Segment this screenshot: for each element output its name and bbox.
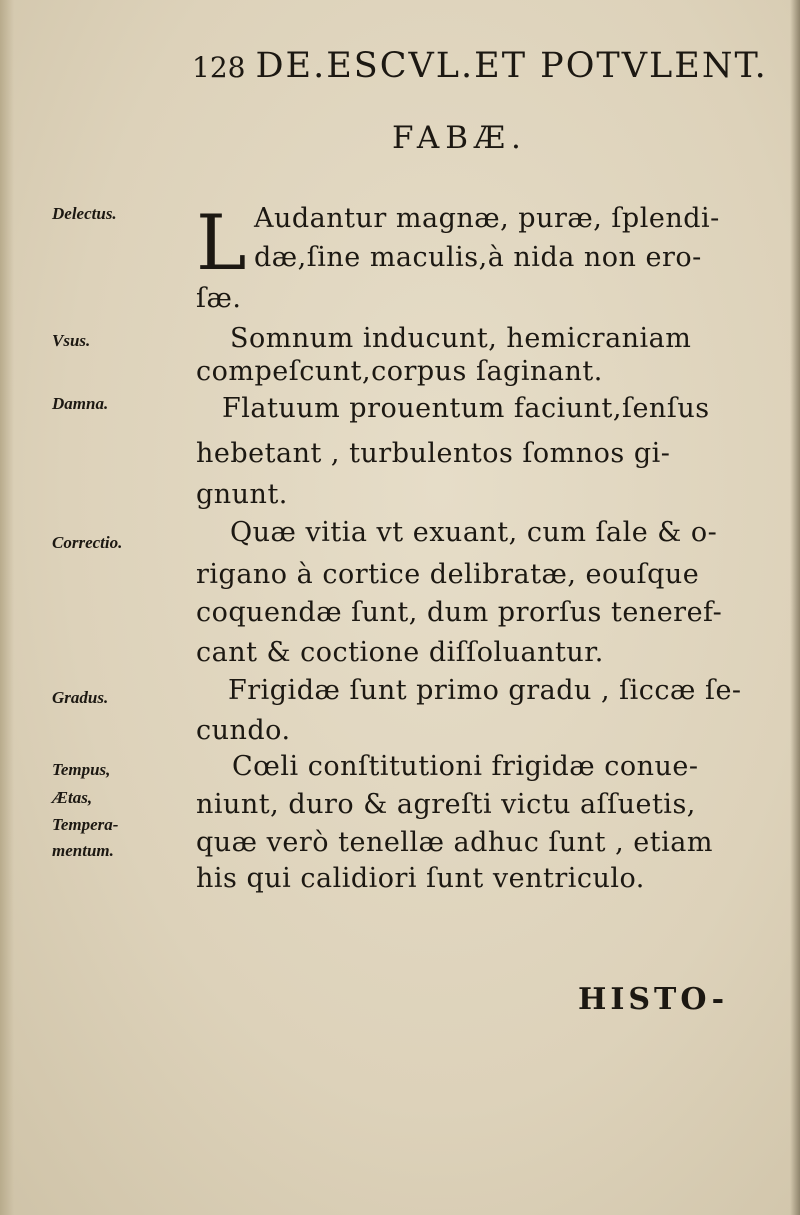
page-number: 128 [192,51,246,84]
margin-note-correctio: Correctio. [52,533,123,552]
margin-note-tempera: Tempera- [52,815,119,834]
text-line: Somnum inducunt, hemicraniam [230,323,692,354]
text-line: coquendæ ſunt, dum prorſus teneref- [196,597,723,628]
text-line: rigano à cortice delibratæ, eouſque [196,559,700,590]
text-line: Frigidæ ſunt primo gradu , ſiccæ ſe- [228,675,742,706]
margin-note-gradus: Gradus. [52,688,109,707]
catchword: HISTO- [578,982,729,1017]
running-title: DE.ESCVL.ET POTVLENT. [255,46,768,86]
margin-note-damna: Damna. [52,394,109,413]
margin-note-vsus: Vsus. [52,331,91,350]
text-line: Quæ vitia vt exuant, cum ſale & o- [230,517,718,548]
margin-note-delectus: Delectus. [52,204,117,223]
text-line: Audantur magnæ, puræ, ſplendi- [254,203,720,234]
margin-note-mentum: mentum. [52,841,114,860]
text-line: Cœli conſtitutioni frigidæ conue- [232,751,699,782]
text-line: quæ verò tenellæ adhuc ſunt , etiam [196,827,713,858]
text-line: gnunt. [196,479,288,510]
text-line: his qui calidiori ſunt ventriculo. [196,863,645,894]
drop-cap: L [196,198,247,287]
text-line: cant & coctione diſſoluantur. [196,637,604,668]
text-line: ſæ. [196,283,242,314]
page-right-edge [790,0,800,1215]
running-header [192,46,768,86]
text-line: cundo. [196,715,291,746]
text-line: compeſcunt,corpus ſaginant. [196,356,603,387]
section-title: FABÆ. [392,120,527,156]
text-line: hebetant , turbulentos ſomnos gi- [196,438,671,469]
margin-note-tempus: Tempus, [52,760,111,779]
page-left-edge [0,0,14,1215]
text-line: niunt, duro & agreſti victu aſſuetis, [196,789,696,820]
margin-note-aetas: Ætas, [52,788,93,807]
text-line: Flatuum prouentum faciunt,ſenſus [222,393,710,424]
text-line: dæ,ſine maculis,à nida non ero- [254,242,702,273]
